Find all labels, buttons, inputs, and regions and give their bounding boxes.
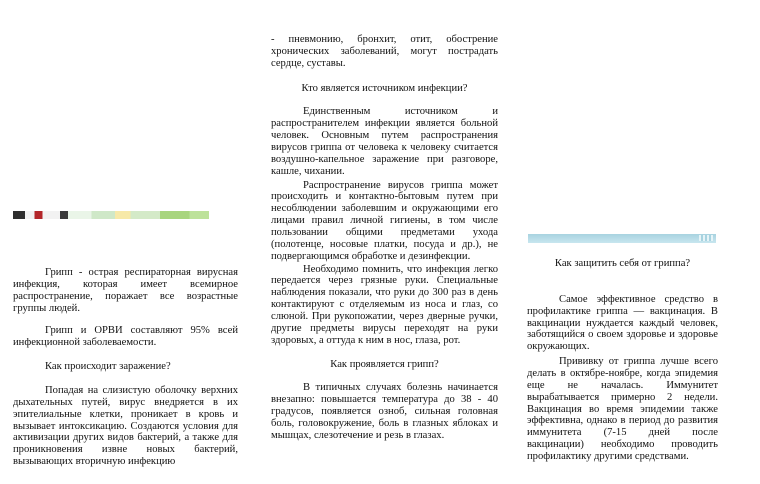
heading-how-infection: Как происходит заражение? [45, 361, 171, 373]
heading-infection-source: Кто является источником инфекции? [301, 82, 468, 94]
paragraph-infection-source: Единственным источником и распространителем инфекции является больной человек. Основным путем распространения вирусов гриппа от человека к человеку считается воздушно-капельное заражение при разговоре, кашле, чихании. [271, 106, 498, 177]
paragraph-symptoms: В типичных случаях болезнь начинается внезапно: повышается температура до 38 - 40 градусов, появляется озноб, сильная головная боль, головокружение, боль в глазных яблоках и мышцах, слезотечение и резь в глазах. [271, 382, 498, 441]
paragraph-vaccination-timing: Прививку от гриппа лучше всего делать в октябре-ноябре, когда эпидемия еще не началась. Иммунитет вырабатывается примерно 2 недели. Вакцинация во время эпидемии также эффективна, однако в период до развития иммунитета (7-15 дней после вакцинации) необходимо проводить профилактику другими средствами. [527, 356, 718, 463]
paragraph-infection-process: Попадая на слизистую оболочку верхних дыхательных путей, вирус внедряется в их эпителиальные клетки, проникает в кровь и вызывает интоксикацию. Создаются условия для активизации других видов бактерий, а также для проникновения извне новых бактерий, вызывающих вторичную инфекцию [13, 385, 238, 468]
paragraph-complications: - пневмонию, бронхит, отит, обострение хронических заболеваний, могут пострадать сердце, суставы. [271, 34, 498, 69]
paragraph-flu-definition: Грипп - острая респираторная вирусная инфекция, которая имеет всемирное распространение, поражает все возрастные группы людей. [13, 267, 238, 314]
column-left [13, 0, 238, 468]
heading-flu-symptoms: Как проявляется грипп? [330, 358, 439, 370]
paragraph-vaccination: Самое эффективное средство в профилактике гриппа — вакцинация. В вакцинации нуждается каждый человек, заботящийся о своем здоровье и здоровье окружающих. [527, 293, 718, 353]
heading-protection: Как защитить себя от гриппа? [554, 258, 691, 269]
paragraph-contact-spread: Распространение вирусов гриппа может происходить и контактно-бытовым путем при несоблюдении заболевшим и окружающими его лицами правил личной гигиены, в том числе пользовании общими предметами ухода (полотенце, носовые платки, посуда и др.), не подвергающимся обработке и дезинфекции. [271, 179, 498, 262]
paragraph-flu-share: Грипп и ОРВИ составляют 95% всей инфекционной заболеваемости. [13, 325, 238, 349]
column-middle [271, 0, 498, 442]
paragraph-dirty-hands: Необходимо помнить, что инфекция легко передается через грязные руки. Специальные наблюдения показали, что руки до 300 раз в день контактируют с отделяемым из носа и глаз, со слюной. При рукопожатии, через дверные ручки, другие предметы вирусы переходят на руки здоровых, а оттуда к ним в нос, глаза, рот. [271, 263, 498, 346]
column-right [527, 0, 718, 463]
